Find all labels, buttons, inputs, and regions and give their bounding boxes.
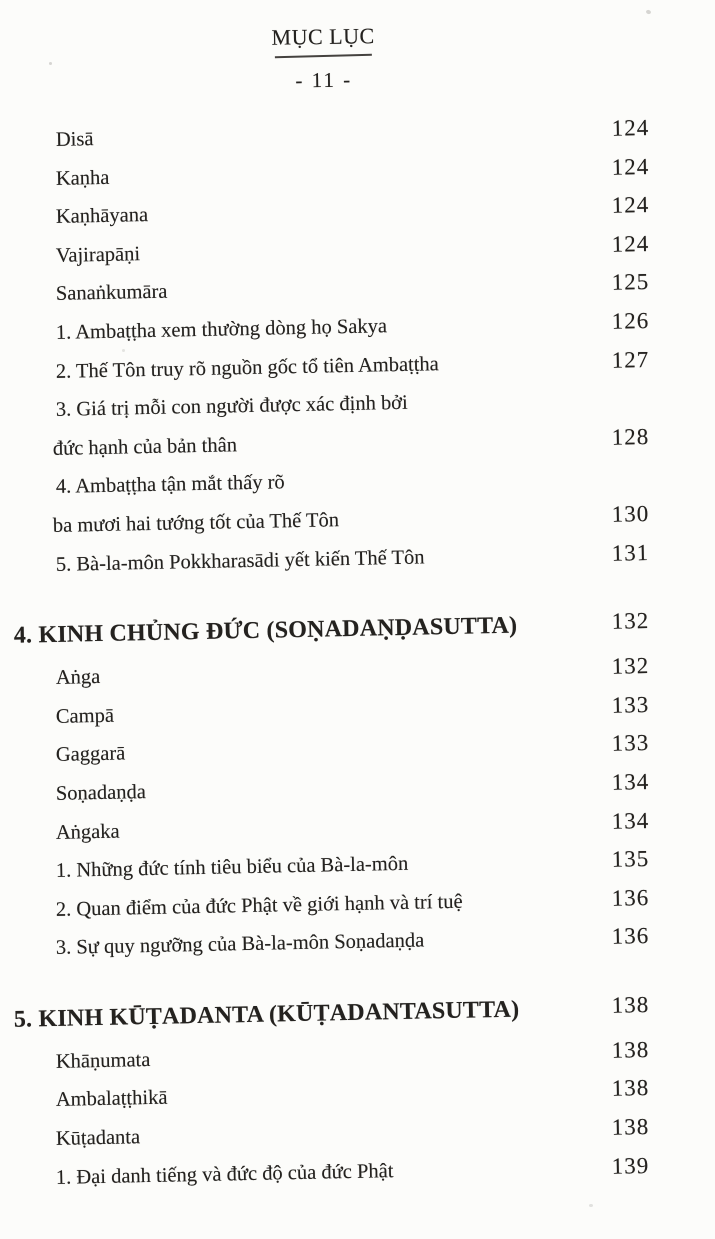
toc-entry-label: 5. KINH KŪṬADANTA (KŪṬADANTASUTTA) [13, 996, 520, 1033]
toc-entry-page-number: 138 [611, 1114, 650, 1140]
page-title: MỤC LỤC [271, 23, 375, 50]
toc-entry-label: 1. Những đức tính tiêu biểu của Bà-la-môn [55, 852, 409, 882]
toc-entry-page-number: 125 [611, 269, 650, 296]
scan-speck [589, 1204, 593, 1207]
toc-entry-page-number: 124 [611, 230, 650, 257]
toc-list [0, 114, 715, 1204]
toc-entry-label: Aṅga [55, 666, 101, 690]
toc-entry-label: ba mươi hai tướng tốt của Thế Tôn [52, 509, 340, 537]
toc-entry-label: đức hạnh của bản thân [52, 433, 238, 460]
toc-entry-page-number: 126 [611, 307, 650, 334]
toc-entry-page-number: 134 [611, 768, 650, 795]
page-header [0, 0, 646, 98]
toc-entry-page-number: 133 [611, 730, 650, 757]
toc-entry-page-number: 138 [611, 1075, 650, 1102]
toc-entry-page-number: 133 [611, 691, 650, 718]
title-underline [275, 54, 372, 59]
toc-entry-page-number: 134 [611, 807, 650, 834]
toc-entry-label: Vajirapāṇi [55, 242, 141, 267]
toc-entry-label: 1. Đại danh tiếng và đức độ của đức Phật [55, 1159, 394, 1189]
toc-entry-page-number: 124 [611, 192, 650, 218]
toc-entry-label: Gaggarā [55, 742, 126, 767]
toc-entry-page-number: 139 [611, 1152, 650, 1179]
toc-entry-label: Kūṭadanta [55, 1126, 141, 1150]
toc-entry-label: Kaṇha [55, 166, 110, 190]
toc-entry-label: 4. Ambaṭṭha tận mắt thấy rõ [55, 471, 285, 499]
toc-entry-label: 5. Bà-la-môn Pokkharasādi yết kiến Thế Tôn [55, 546, 425, 576]
toc-entry-label: Khāṇumata [55, 1048, 151, 1073]
toc-entry-label: 2. Quan điểm của đức Phật về giới hạnh và trí tuệ [55, 890, 463, 921]
toc-entry-label: Ambalaṭṭhikā [55, 1087, 168, 1112]
toc-entry-label: Aṅgaka [55, 820, 120, 844]
toc-entry-label: 1. Ambaṭṭha xem thường dòng họ Sakya [55, 315, 388, 344]
toc-entry-page-number: 124 [611, 114, 650, 141]
toc-entry-label: Soṇadaṇḍa [55, 780, 147, 805]
toc-entry-label: 2. Thế Tôn truy rõ nguồn gốc tổ tiên Ambaṭṭha [55, 352, 440, 383]
toc-entry-page-number: 136 [611, 923, 650, 949]
toc-entry-label: Kaṇhāyana [55, 204, 149, 229]
toc-entry-page-number: 130 [611, 500, 650, 527]
toc-entry-page-number: 127 [611, 346, 650, 373]
toc-entry-page-number: 136 [611, 884, 650, 911]
toc-entry-label: 3. Giá trị mỗi con người được xác định bởi [55, 391, 408, 422]
toc-entry-label: Disā [55, 128, 94, 151]
toc-entry-page-number: 138 [611, 991, 650, 1018]
toc-entry-page-number: 132 [611, 608, 650, 634]
toc-entry-page-number: 135 [611, 846, 650, 872]
toc-entry-page-number: 138 [611, 1036, 650, 1063]
toc-entry-label: Sanaṅkumāra [55, 281, 168, 306]
toc-entry-page-number: 124 [611, 153, 650, 180]
toc-entry-label: 4. KINH CHỦNG ĐỨC (SOṆADAṆḌASUTTA) [13, 612, 518, 649]
toc-entry-label: Campā [55, 704, 115, 728]
toc-entry-page-number: 131 [611, 539, 650, 566]
toc-entry-label: 3. Sự quy ngưỡng của Bà-la-môn Soṇadaṇḍa [55, 929, 425, 960]
toc-entry-page-number: 132 [611, 653, 650, 679]
toc-entry-page-number: 128 [611, 423, 650, 450]
scan-speck [645, 9, 651, 14]
page-number-label: - 11 - [295, 67, 353, 93]
